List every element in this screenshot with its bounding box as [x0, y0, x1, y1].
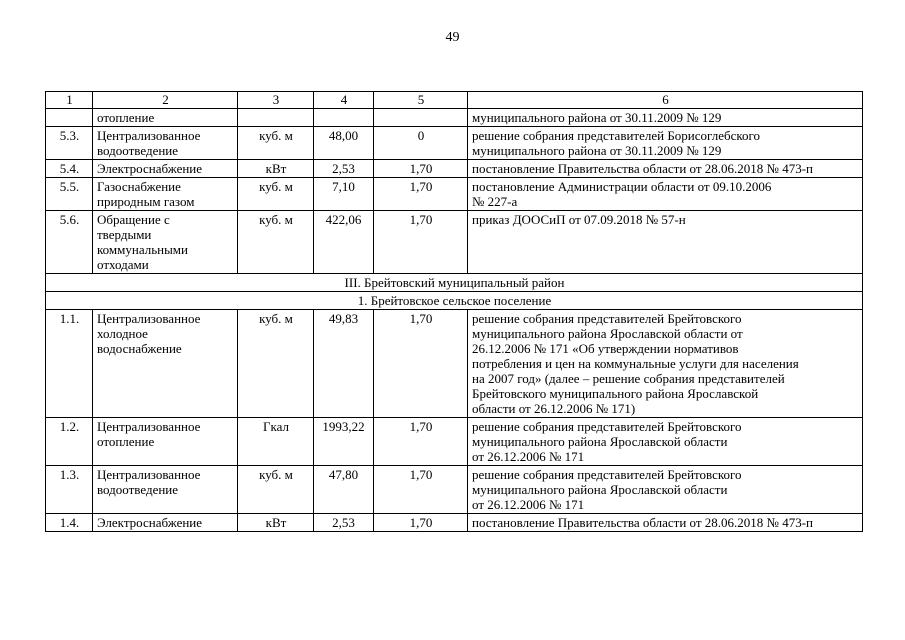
- service-line: Централизованное: [97, 311, 201, 326]
- norm-cell: 422,06: [314, 211, 374, 274]
- table-row: [46, 109, 863, 127]
- service-cell: [93, 466, 238, 514]
- service-line: холодное: [97, 326, 148, 341]
- header-cell-1: 1: [46, 92, 93, 109]
- unit-cell: куб. м: [238, 466, 314, 514]
- service-line: Газоснабжение: [97, 179, 181, 194]
- unit-cell: кВт: [238, 160, 314, 178]
- service-cell: [93, 178, 238, 211]
- basis-line: приказ ДООСиП от 07.09.2018 № 57-н: [472, 212, 686, 227]
- basis-line: потребления и цен на коммунальные услуги для населения: [472, 356, 799, 371]
- basis-line: от 26.12.2006 № 171: [472, 497, 585, 512]
- basis-line: постановление Правительства области от 28.06.2018 № 473-п: [472, 161, 813, 176]
- header-cell-5: 5: [374, 92, 468, 109]
- coefficient-cell: 1,70: [374, 178, 468, 211]
- coefficient-cell: 1,70: [374, 160, 468, 178]
- basis-line: муниципального района от 30.11.2009 № 129: [472, 110, 722, 125]
- service-line: Централизованное: [97, 128, 201, 143]
- table-row: [46, 127, 863, 160]
- norm-cell: 49,83: [314, 310, 374, 418]
- basis-line: муниципального района Ярославской области: [472, 482, 728, 497]
- coefficient-cell: 1,70: [374, 211, 468, 274]
- basis-line: Брейтовского муниципального района Ярославской: [472, 386, 759, 401]
- page-number: 49: [445, 30, 460, 45]
- service-line: Обращение с: [97, 212, 170, 227]
- row-number-cell: 5.5.: [46, 178, 93, 211]
- basis-line: решение собрания представителей Брейтовского: [472, 311, 742, 326]
- norm-cell: 7,10: [314, 178, 374, 211]
- basis-cell: [468, 211, 863, 274]
- service-line: отопление: [97, 110, 155, 125]
- header-cell-4: 4: [314, 92, 374, 109]
- table-body: [46, 92, 863, 532]
- service-line: водоотведение: [97, 143, 179, 158]
- header-cell-6: 6: [468, 92, 863, 109]
- basis-cell: [468, 514, 863, 532]
- service-cell: [93, 127, 238, 160]
- section-header-row: [46, 292, 863, 310]
- row-number-cell: 1.4.: [46, 514, 93, 532]
- coefficient-cell: 1,70: [374, 514, 468, 532]
- table-row: [46, 211, 863, 274]
- row-number-cell: 1.2.: [46, 418, 93, 466]
- coefficient-cell: 0: [374, 127, 468, 160]
- header-cell-3: 3: [238, 92, 314, 109]
- table-row: [46, 160, 863, 178]
- service-line: Централизованное: [97, 419, 201, 434]
- table-row: [46, 466, 863, 514]
- norm-cell: [314, 109, 374, 127]
- basis-line: решение собрания представителей Брейтовского: [472, 467, 742, 482]
- basis-line: области от 26.12.2006 № 171): [472, 401, 636, 416]
- service-line: водоснабжение: [97, 341, 182, 356]
- unit-cell: куб. м: [238, 127, 314, 160]
- unit-cell: кВт: [238, 514, 314, 532]
- row-number-cell: 1.3.: [46, 466, 93, 514]
- basis-line: муниципального района Ярославской области: [472, 434, 728, 449]
- basis-cell: [468, 127, 863, 160]
- service-line: коммунальными: [97, 242, 188, 257]
- norm-cell: 2,53: [314, 160, 374, 178]
- service-line: природным газом: [97, 194, 195, 209]
- basis-line: муниципального района от 30.11.2009 № 129: [472, 143, 722, 158]
- unit-cell: куб. м: [238, 310, 314, 418]
- coefficient-cell: 1,70: [374, 310, 468, 418]
- service-cell: [93, 310, 238, 418]
- header-cell-2: 2: [93, 92, 238, 109]
- norm-cell: 1993,22: [314, 418, 374, 466]
- basis-line: постановление Правительства области от 28.06.2018 № 473-п: [472, 515, 813, 530]
- basis-cell: [468, 310, 863, 418]
- service-cell: [93, 418, 238, 466]
- basis-cell: [468, 178, 863, 211]
- basis-line: постановление Администрации области от 09.10.2006: [472, 179, 772, 194]
- unit-cell: Гкал: [238, 418, 314, 466]
- service-line: Централизованное: [97, 467, 201, 482]
- basis-cell: [468, 418, 863, 466]
- norm-cell: 48,00: [314, 127, 374, 160]
- row-number-cell: 5.3.: [46, 127, 93, 160]
- table-row: [46, 514, 863, 532]
- table-row: [46, 178, 863, 211]
- basis-line: на 2007 год» (далее – решение собрания представителей: [472, 371, 785, 386]
- coefficient-cell: [374, 109, 468, 127]
- coefficient-cell: 1,70: [374, 466, 468, 514]
- service-cell: [93, 160, 238, 178]
- table-row: [46, 418, 863, 466]
- section-title: III. Брейтовский муниципальный район: [46, 274, 863, 292]
- basis-line: решение собрания представителей Брейтовского: [472, 419, 742, 434]
- basis-line: решение собрания представителей Борисоглебского: [472, 128, 761, 143]
- section-title: 1. Брейтовское сельское поселение: [46, 292, 863, 310]
- coefficient-cell: 1,70: [374, 418, 468, 466]
- basis-cell: [468, 160, 863, 178]
- service-line: отопление: [97, 434, 155, 449]
- table-header-row: [46, 92, 863, 109]
- row-number-cell: 5.6.: [46, 211, 93, 274]
- basis-cell: [468, 109, 863, 127]
- service-line: Электроснабжение: [97, 515, 203, 530]
- service-cell: [93, 514, 238, 532]
- basis-cell: [468, 466, 863, 514]
- norm-cell: 47,80: [314, 466, 374, 514]
- row-number-cell: 5.4.: [46, 160, 93, 178]
- service-line: отходами: [97, 257, 149, 272]
- basis-line: № 227-а: [472, 194, 518, 209]
- unit-cell: куб. м: [238, 178, 314, 211]
- row-number-cell: [46, 109, 93, 127]
- service-line: твердыми: [97, 227, 152, 242]
- unit-cell: куб. м: [238, 211, 314, 274]
- service-cell: [93, 109, 238, 127]
- unit-cell: [238, 109, 314, 127]
- section-header-row: [46, 274, 863, 292]
- service-line: Электроснабжение: [97, 161, 203, 176]
- row-number-cell: 1.1.: [46, 310, 93, 418]
- basis-line: муниципального района Ярославской области от: [472, 326, 743, 341]
- basis-line: от 26.12.2006 № 171: [472, 449, 585, 464]
- norm-cell: 2,53: [314, 514, 374, 532]
- tariff-table: [45, 91, 863, 532]
- service-line: водоотведение: [97, 482, 179, 497]
- table-row: [46, 310, 863, 418]
- basis-line: 26.12.2006 № 171 «Об утверждении нормативов: [472, 341, 739, 356]
- service-cell: [93, 211, 238, 274]
